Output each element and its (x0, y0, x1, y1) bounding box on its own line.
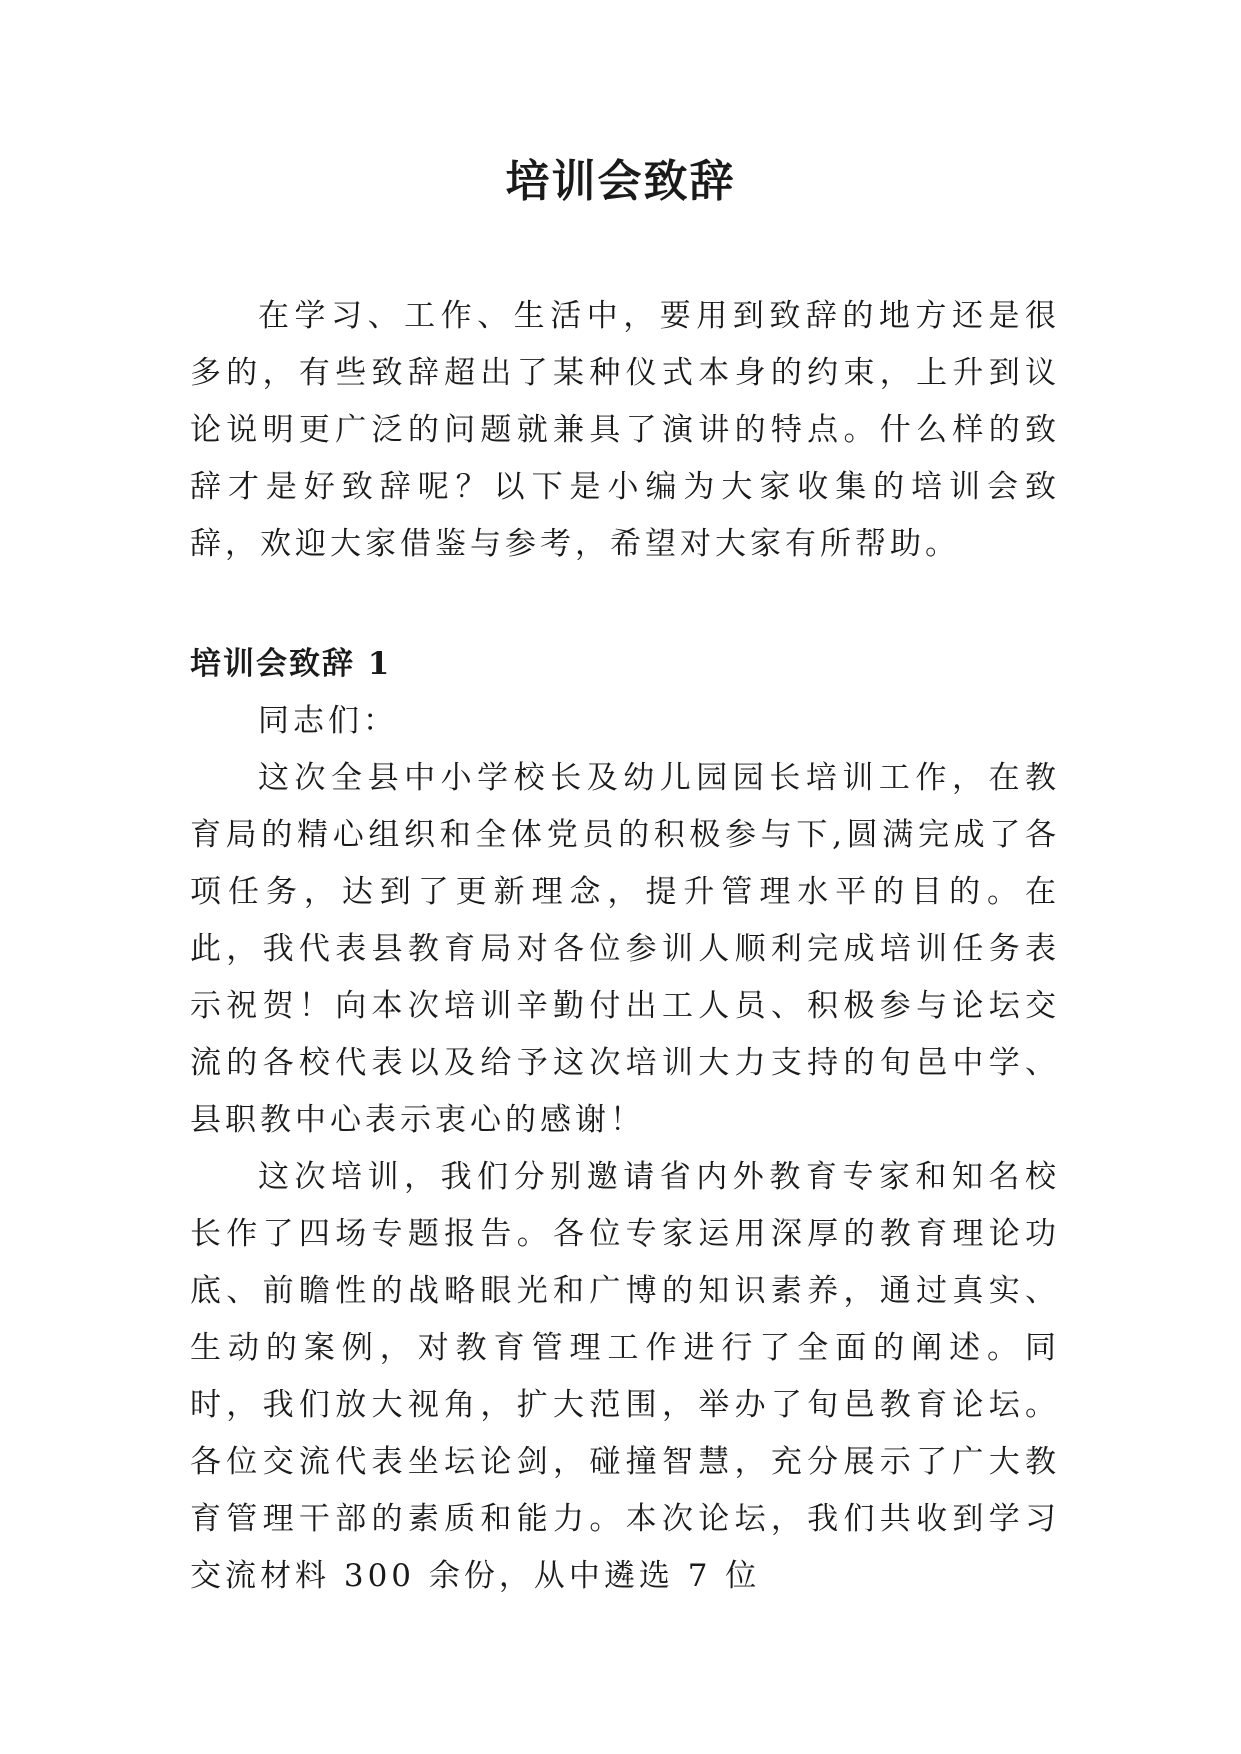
intro-block (190, 288, 1060, 573)
body-paragraph-2: 这次培训，我们分别邀请省内外教育专家和知名校长作了四场专题报告。各位专家运用深厚的教育理论功底、前瞻性的战略眼光和广博的知识素养，通过真实、生动的案例，对教育管理工作进行了全面的阐述。同时，我们放大视角，扩大范围，举办了旬邑教育论坛。各位交流代表坐坛论剑，碰撞智慧，充分展示了广大教育管理干部的素质和能力。本次论坛，我们共收到学习交流材料 300 余份，从中遴选 7 位 (190, 1159, 1060, 1594)
salutation: 同志们： (258, 703, 398, 739)
section-body (190, 693, 1060, 1605)
document-title: 培训会致辞 (505, 156, 736, 207)
body-paragraph-1: 这次全县中小学校长及幼儿园园长培训工作，在教育局的精心组织和全体党员的积极参与下,圆满完成了各项任务，达到了更新理念，提升管理水平的目的。在此，我代表县教育局对各位参训人顺利完成培训任务表示祝贺！向本次培训辛勤付出工人员、积极参与论坛交流的各校代表以及给予这次培训大力支持的旬邑中学、县职教中心表示衷心的感谢！ (190, 760, 1060, 1138)
section-heading: 培训会致辞 1 (190, 646, 392, 682)
intro-paragraph: 在学习、工作、生活中，要用到致辞的地方还是很多的，有些致辞超出了某种仪式本身的约束，上升到议论说明更广泛的问题就兼具了演讲的特点。什么样的致辞才是好致辞呢？以下是小编为大家收集的培训会致辞，欢迎大家借鉴与参考，希望对大家有所帮助。 (190, 298, 1060, 562)
